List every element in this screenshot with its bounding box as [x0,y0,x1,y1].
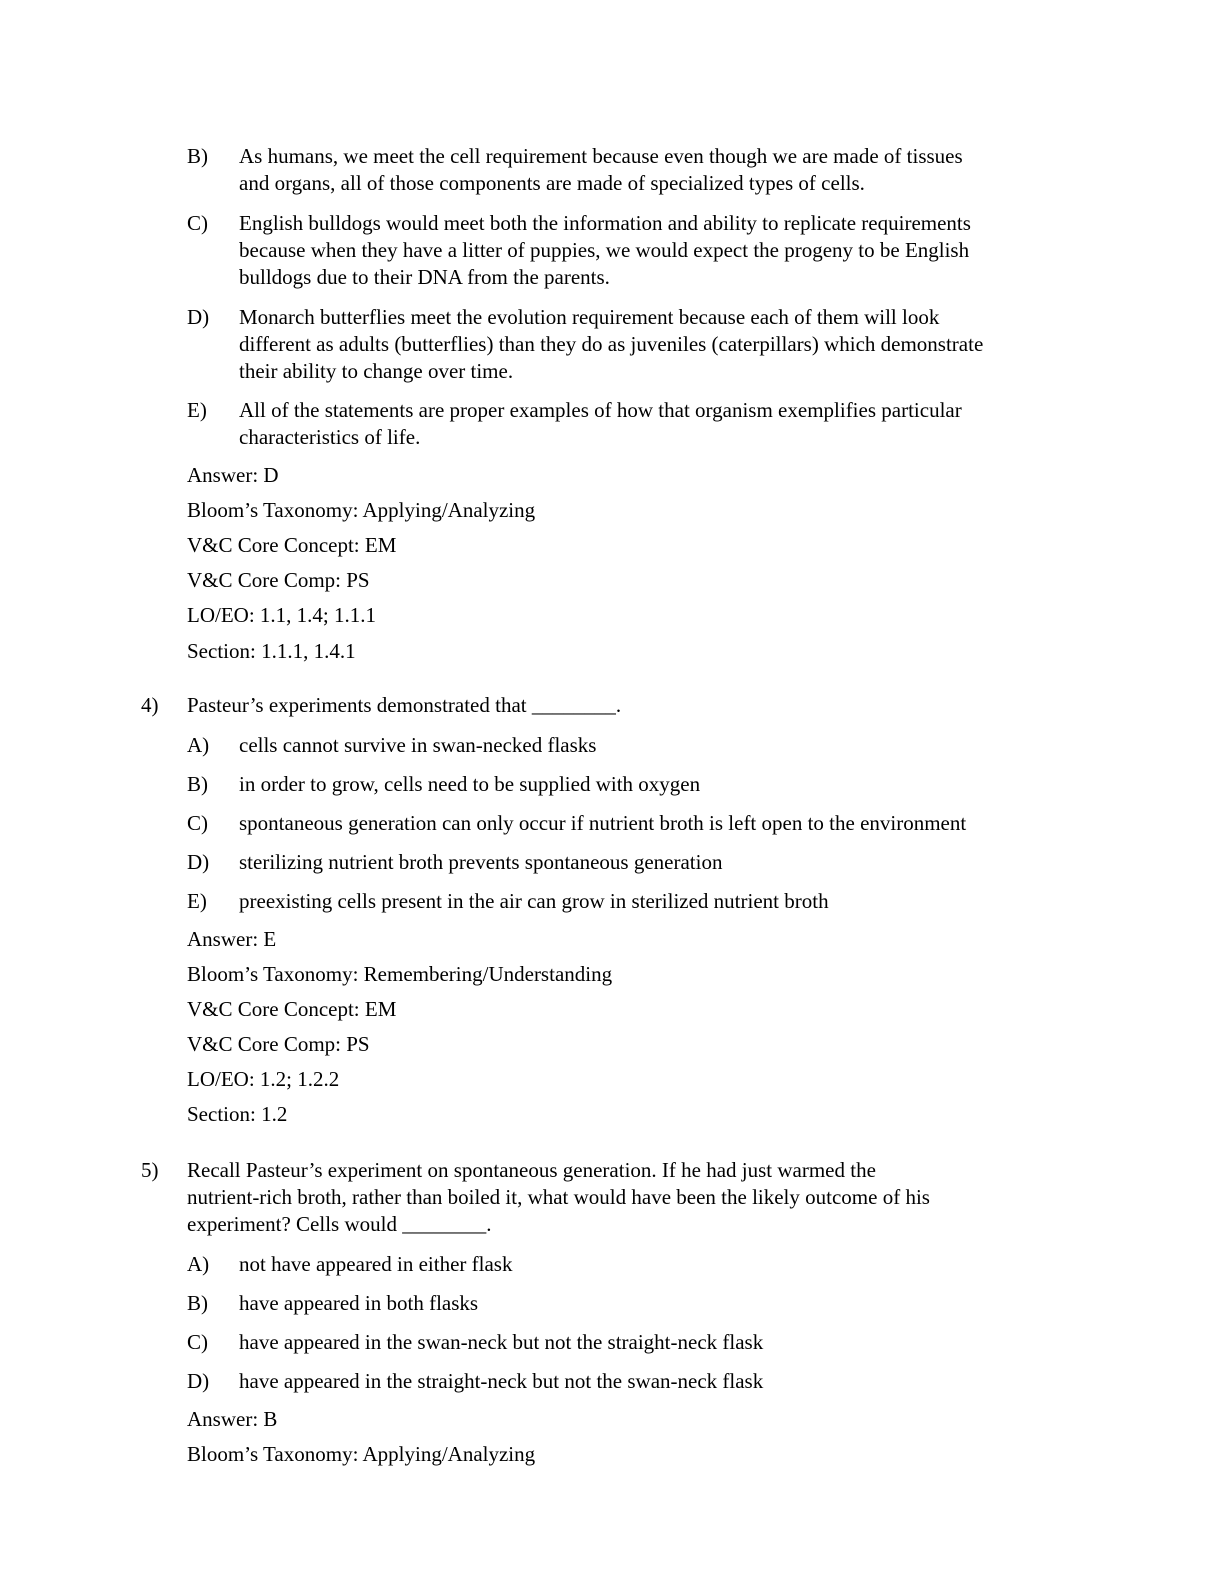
option-letter: D) [187,1369,210,1393]
option-text: have appeared in the straight-neck but not the swan-neck flask [239,1369,764,1393]
option-letter: C) [187,211,208,235]
option-text-line: bulldogs due to their DNA from the parents. [239,265,610,289]
section-line: Section: 1.1.1, 1.4.1 [187,639,356,663]
question-number: 4) [141,693,159,717]
core-comp-line: V&C Core Comp: PS [187,1032,370,1056]
core-concept-line: V&C Core Concept: EM [187,997,397,1021]
option-letter: C) [187,1330,208,1354]
option-text: in order to grow, cells need to be supplied with oxygen [239,772,701,796]
option-text-line: different as adults (butterflies) than they do as juveniles (caterpillars) which demonstrate [239,332,984,356]
option-text: spontaneous generation can only occur if nutrient broth is left open to the environment [239,811,967,835]
option-text: cells cannot survive in swan-necked flasks [239,733,597,757]
option-text: have appeared in the swan-neck but not the straight-neck flask [239,1330,764,1354]
option-text-line: because when they have a litter of puppies, we would expect the progeny to be English [239,238,970,262]
option-letter: D) [187,850,210,874]
option-text-line: All of the statements are proper examples of how that organism exemplifies particular [239,398,962,422]
question-number: 5) [141,1158,159,1182]
blooms-taxonomy-line: Bloom’s Taxonomy: Remembering/Understanding [187,962,613,986]
core-concept-line: V&C Core Concept: EM [187,533,397,557]
option-text-line: and organs, all of those components are made of specialized types of cells. [239,171,865,195]
option-letter: B) [187,1291,208,1315]
option-letter: B) [187,772,208,796]
option-text-line: Monarch butterflies meet the evolution requirement because each of them will look [239,305,940,329]
section-line: Section: 1.2 [187,1102,288,1126]
option-letter: E) [187,398,207,422]
answer-line: Answer: B [187,1407,278,1431]
option-letter: A) [187,733,210,757]
lo-eo-line: LO/EO: 1.1, 1.4; 1.1.1 [187,603,376,627]
option-text-line: English bulldogs would meet both the information and ability to replicate requirements [239,211,971,235]
blooms-taxonomy-line: Bloom’s Taxonomy: Applying/Analyzing [187,1442,536,1466]
option-text-line: characteristics of life. [239,425,421,449]
option-text-line: their ability to change over time. [239,359,514,383]
option-letter: C) [187,811,208,835]
question-text: Pasteur’s experiments demonstrated that ________. [187,693,622,717]
option-text: preexisting cells present in the air can grow in sterilized nutrient broth [239,889,829,913]
question-text-line: nutrient-rich broth, rather than boiled it, what would have been the likely outcome of his [187,1185,930,1209]
option-letter: B) [187,144,208,168]
question-text-line: Recall Pasteur’s experiment on spontaneous generation. If he had just warmed the [187,1158,876,1182]
option-text: not have appeared in either flask [239,1252,513,1276]
answer-line: Answer: E [187,927,277,951]
option-text-line: As humans, we meet the cell requirement because even though we are made of tissues [239,144,963,168]
option-letter: E) [187,889,207,913]
option-text: sterilizing nutrient broth prevents spontaneous generation [239,850,723,874]
blooms-taxonomy-line: Bloom’s Taxonomy: Applying/Analyzing [187,498,536,522]
option-text: have appeared in both flasks [239,1291,479,1315]
core-comp-line: V&C Core Comp: PS [187,568,370,592]
option-letter: D) [187,305,210,329]
option-letter: A) [187,1252,210,1276]
answer-line: Answer: D [187,463,279,487]
question-text-line: experiment? Cells would ________. [187,1212,492,1236]
lo-eo-line: LO/EO: 1.2; 1.2.2 [187,1067,340,1091]
